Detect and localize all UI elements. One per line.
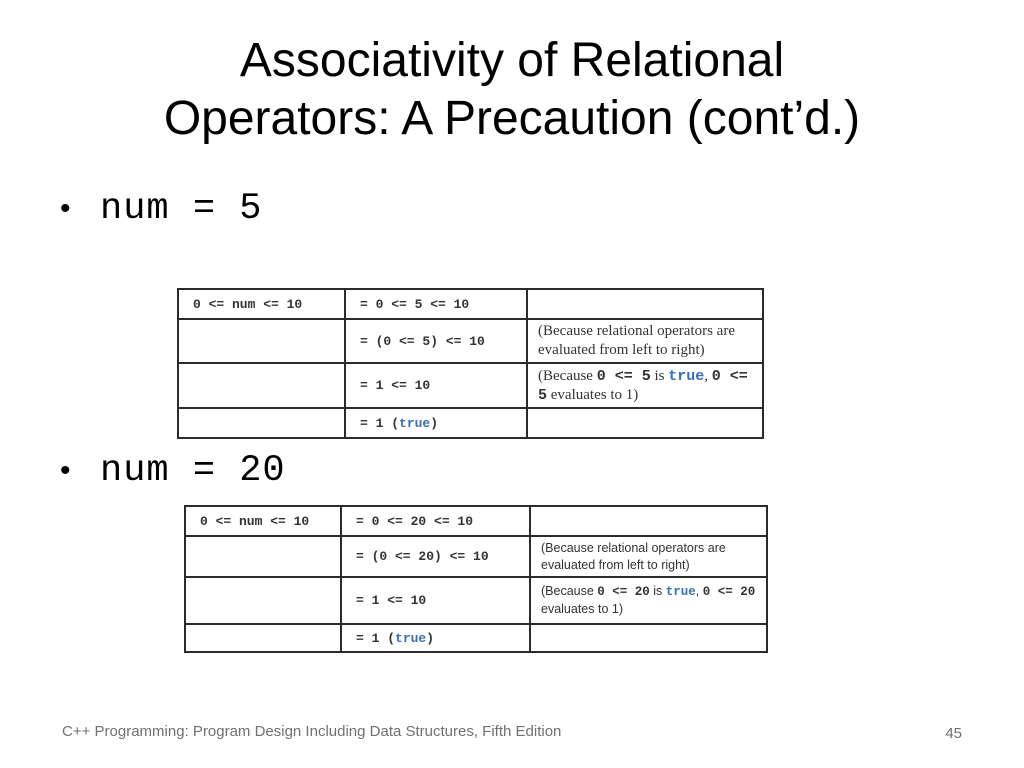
step-text: = 1 ( (360, 415, 400, 431)
expression-cell: 0 <= num <= 10 (178, 289, 345, 319)
note-text: evaluates to 1) (547, 386, 639, 403)
note-text: (Because (541, 584, 598, 598)
note-code: 0 <= 20 (597, 585, 650, 599)
note-code: 0 <= 20 (702, 585, 756, 599)
note-text: , (704, 367, 712, 384)
bullet-num-20 (60, 450, 286, 492)
table-row (185, 536, 767, 577)
bullet-num-5 (60, 188, 262, 230)
true-keyword: true (668, 367, 705, 385)
table-row (185, 577, 767, 624)
evaluation-table-num-5 (177, 288, 764, 439)
note-text: is (650, 367, 669, 384)
bullet-text: num = 20 (100, 450, 286, 492)
note-cell (527, 289, 763, 319)
expression-cell (178, 363, 345, 408)
step-cell (341, 624, 530, 652)
bullet-symbol: • (60, 454, 71, 487)
true-keyword: true (395, 630, 427, 646)
step-text: ) (426, 630, 435, 646)
table-row (178, 408, 763, 438)
note-cell (530, 624, 767, 652)
step-cell: = (0 <= 20) <= 10 (341, 536, 530, 577)
step-cell: = 1 <= 10 (341, 577, 530, 624)
note-text: is (649, 584, 666, 598)
expression-cell (178, 408, 345, 438)
slide-title-line-1: Associativity of Relational (239, 34, 785, 87)
footer-text: C++ Programming: Program Design Including Data Structures, Fifth Edition (62, 723, 562, 740)
expression-cell (185, 536, 341, 577)
note-cell (527, 363, 763, 408)
note-cell: (Because relational operators are evaluated from left to right) (527, 319, 763, 363)
step-text: ) (430, 415, 439, 431)
table-row (178, 289, 763, 319)
slide-title-line-2: Operators: A Precaution (cont’d.) (163, 92, 861, 145)
step-cell: = 0 <= 20 <= 10 (341, 506, 530, 536)
table-row (185, 506, 767, 536)
expression-cell (178, 319, 345, 363)
step-cell: = 1 <= 10 (345, 363, 527, 408)
note-cell (530, 577, 767, 624)
note-cell (530, 506, 767, 536)
note-cell (527, 408, 763, 438)
step-cell: = 0 <= 5 <= 10 (345, 289, 527, 319)
step-text: = 1 ( (356, 630, 396, 646)
expression-cell: 0 <= num <= 10 (185, 506, 341, 536)
table-row (185, 624, 767, 652)
note-text: evaluates to 1) (541, 602, 623, 616)
step-cell (345, 408, 527, 438)
step-cell: = (0 <= 5) <= 10 (345, 319, 527, 363)
bullet-text: num = 5 (100, 188, 263, 230)
bullet-symbol: • (60, 192, 71, 225)
expression-cell (185, 624, 341, 652)
slide-title (0, 32, 1024, 148)
note-code: 0 <= 5 (538, 367, 748, 404)
note-cell: (Because relational operators are evaluated from left to right) (530, 536, 767, 577)
table-row (178, 319, 763, 363)
table-row (178, 363, 763, 408)
expression-cell (185, 577, 341, 624)
true-keyword: true (665, 585, 696, 599)
note-text: (Because (538, 367, 597, 384)
note-text: , (695, 584, 703, 598)
true-keyword: true (399, 415, 431, 431)
page-number: 45 (945, 725, 962, 742)
evaluation-table-num-20 (184, 505, 768, 653)
note-code: 0 <= 5 (596, 367, 651, 385)
